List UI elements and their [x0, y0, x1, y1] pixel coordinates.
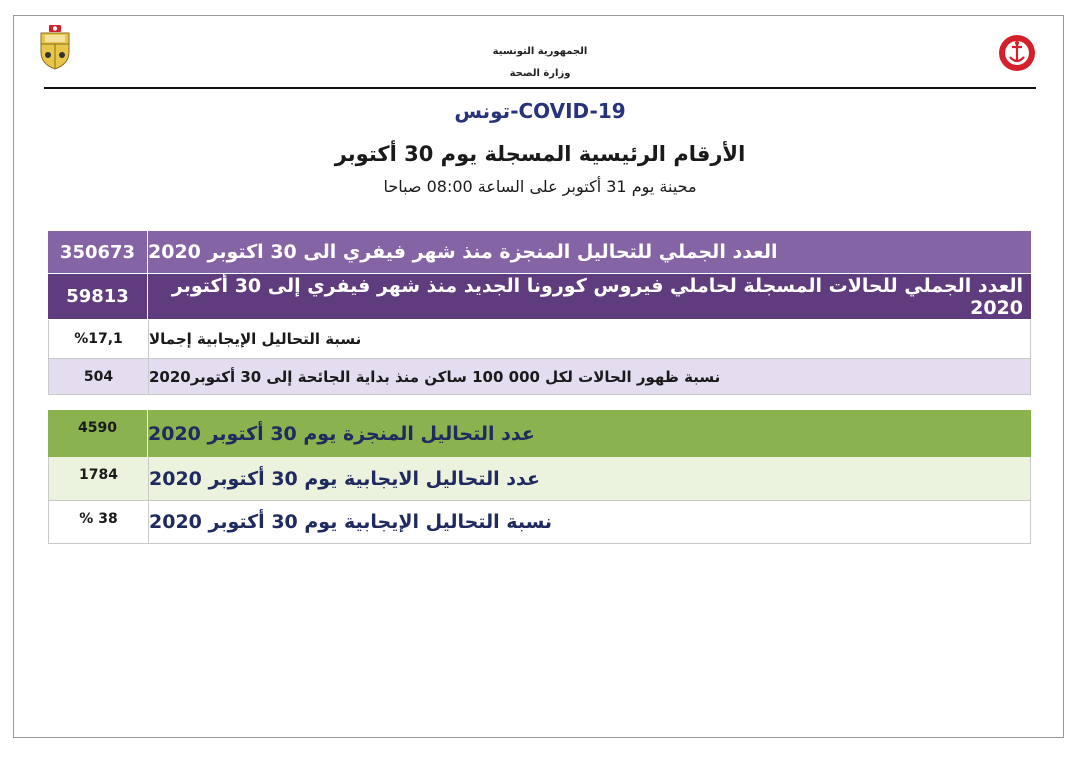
- row-label: نسبة التحاليل الإيجابية إجمالا: [149, 330, 362, 348]
- row-value: 504: [49, 359, 149, 394]
- row-value: 1784: [49, 457, 149, 500]
- table-row: [48, 274, 1031, 319]
- page-subtitle: الأرقام الرئيسية المسجلة يوم 30 أكتوبر: [334, 142, 746, 166]
- row-value: %17,1: [49, 320, 149, 358]
- row-value: 350673: [48, 231, 148, 273]
- red-crescent-icon: [998, 34, 1036, 72]
- header-divider: [44, 87, 1036, 89]
- table-row: [48, 410, 1031, 457]
- table-row: [48, 231, 1031, 273]
- row-value: 59813: [48, 274, 148, 319]
- update-time: محينة يوم 31 أكتوبر على الساعة 08:00 صباحا: [383, 177, 697, 196]
- row-label: عدد التحاليل الايجابية يوم 30 أكتوبر 2020: [149, 467, 541, 490]
- row-label: نسبة ظهور الحالات لكل 000 100 ساكن منذ بداية الجائحة إلى 30 أكتوبر2020: [149, 367, 721, 386]
- row-label: نسبة التحاليل الإيجابية يوم 30 أكتوبر 2020: [149, 511, 553, 533]
- page-title: تونس-COVID-19: [454, 99, 626, 123]
- row-label: العدد الجملي للحالات المسجلة لحاملي فيروس كورونا الجديد منذ شهر فيفري إلى 30 أكتوبر 2020: [171, 274, 1023, 319]
- tunisia-coat-of-arms-icon: [37, 24, 73, 70]
- header-republic: الجمهورية التونسية: [492, 46, 588, 57]
- table-row: [48, 358, 1031, 395]
- row-label: عدد التحاليل المنجزة يوم 30 أكتوبر 2020: [148, 422, 535, 445]
- header-ministry: وزارة الصحة: [509, 68, 571, 79]
- row-label: العدد الجملي للتحاليل المنجزة منذ شهر فيفري الى 30 اكتوبر 2020: [148, 241, 778, 263]
- table-row: [48, 457, 1031, 500]
- table-row: [48, 320, 1031, 358]
- row-value: % 38: [49, 501, 149, 543]
- table-row: [48, 500, 1031, 544]
- row-value: 4590: [48, 410, 148, 457]
